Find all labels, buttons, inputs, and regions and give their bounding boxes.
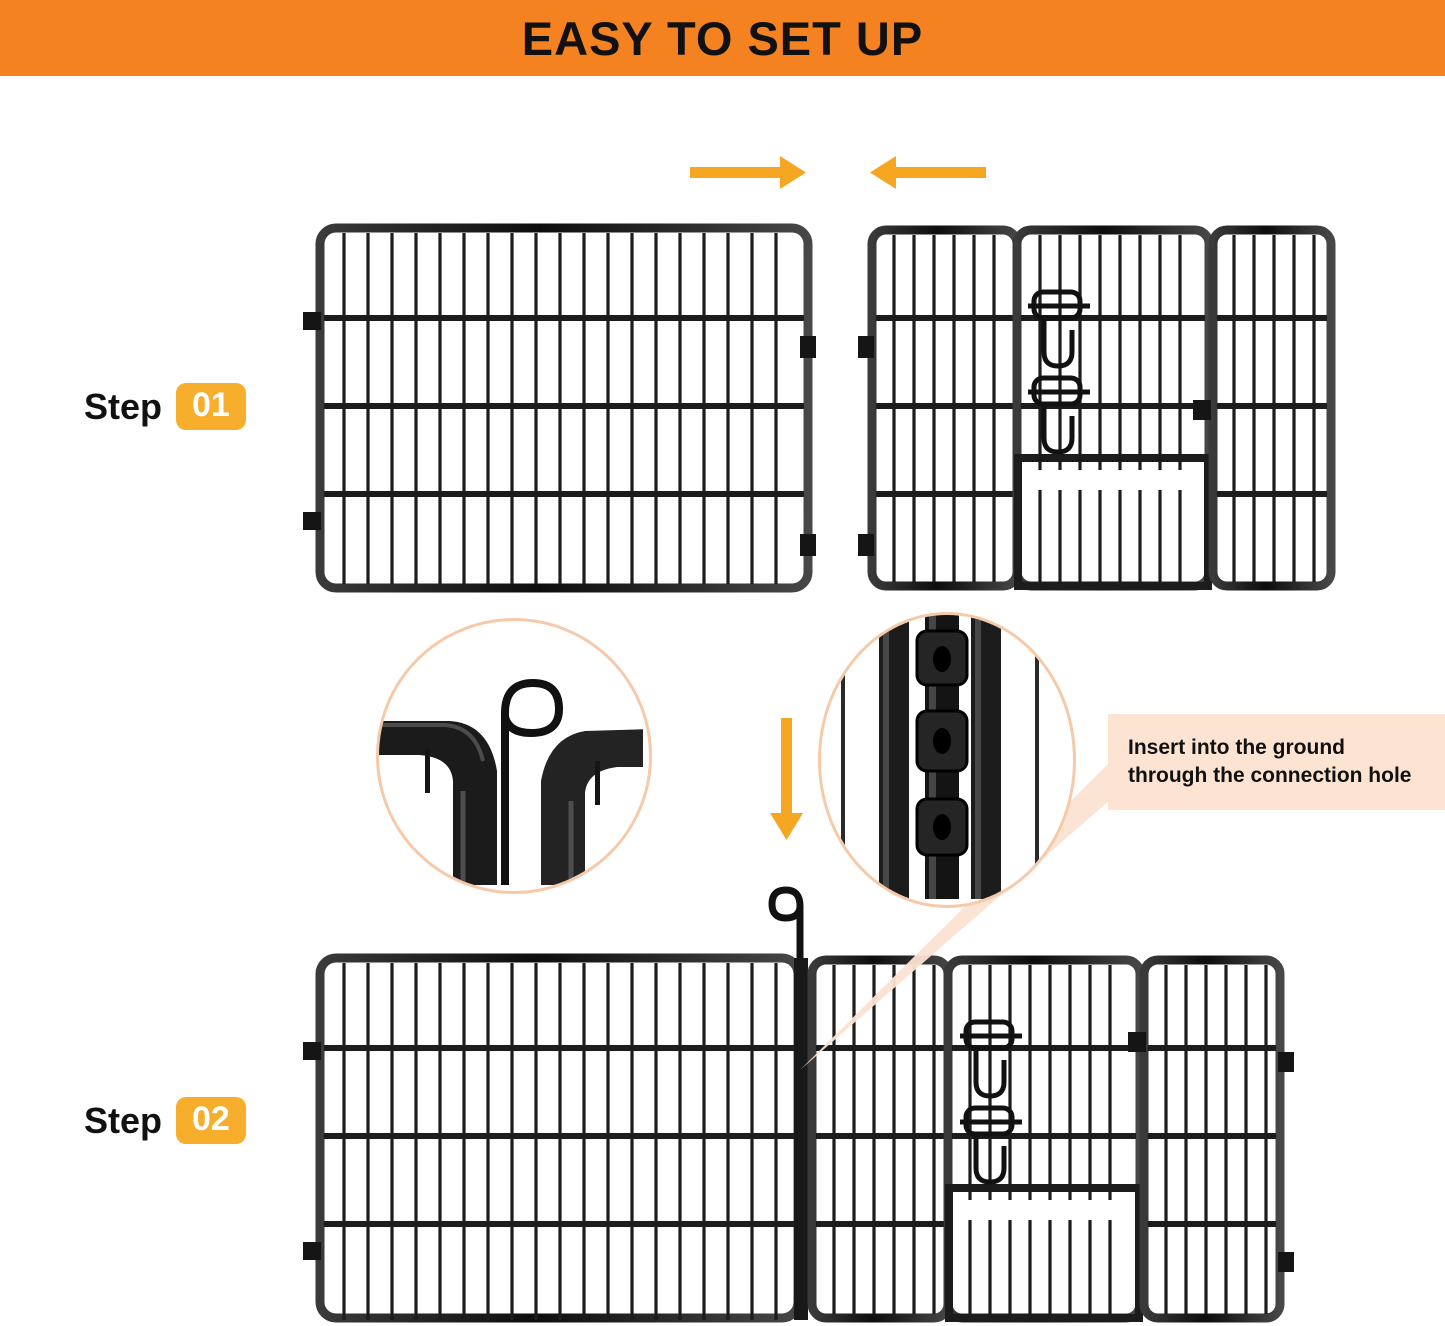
gate-latch-lower bbox=[1028, 378, 1090, 452]
callout-line-2: through the connection hole bbox=[1128, 764, 1412, 787]
step-number-badge: 01 bbox=[176, 383, 246, 430]
arrow-right-icon bbox=[690, 156, 806, 189]
step2-fence-assembly bbox=[303, 890, 1294, 1320]
ground-stake bbox=[772, 890, 800, 1320]
gate-latch-lower bbox=[960, 1108, 1022, 1182]
arrow-left-icon bbox=[870, 156, 986, 189]
connection-hole-detail-circle bbox=[818, 612, 1076, 908]
header-banner bbox=[0, 0, 1445, 76]
callout-box bbox=[1108, 714, 1445, 810]
step-word: Step bbox=[84, 1099, 163, 1141]
step-number-badge: 02 bbox=[176, 1097, 246, 1144]
step-word: Step bbox=[84, 385, 163, 427]
connection-hole-detail bbox=[821, 615, 1067, 899]
gate-latch-upper bbox=[1028, 292, 1090, 366]
step-label-02 bbox=[84, 1097, 246, 1144]
ground-stake-detail bbox=[379, 621, 643, 885]
callout-line-1: Insert into the ground bbox=[1128, 735, 1345, 759]
gate-latch-upper bbox=[960, 1022, 1022, 1096]
step1-left-fence-panel bbox=[303, 228, 816, 588]
ground-stake-detail-circle bbox=[376, 618, 652, 894]
step-label-01 bbox=[84, 383, 246, 430]
step1-right-fence-group bbox=[858, 230, 1331, 586]
page-title: EASY TO SET UP bbox=[521, 11, 924, 65]
arrow-down-icon bbox=[770, 718, 803, 840]
